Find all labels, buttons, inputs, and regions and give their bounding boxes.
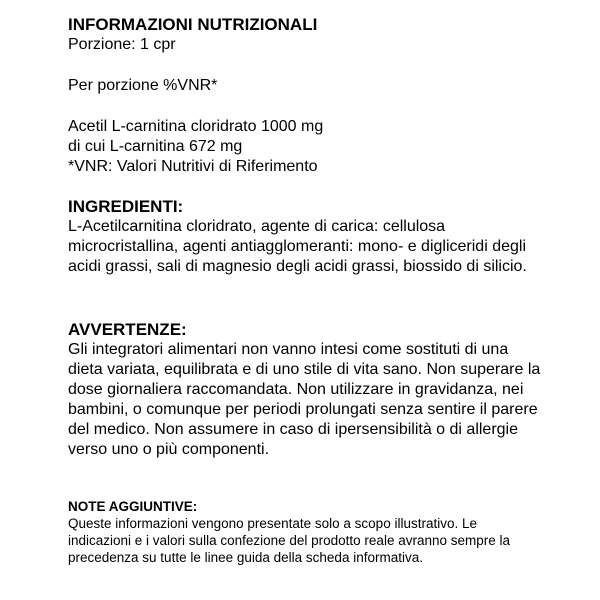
- ingredients-text: L-Acetilcarnitina cloridrato, agente di carica: cellulosa microcristallina, agenti antiagglomeranti: mono- e digliceridi degli acidi grassi, sali di magnesio degli acidi grassi, biossido di silicio.: [68, 218, 527, 275]
- per-serving-label: Per porzione %VNR*: [68, 77, 218, 94]
- warnings-text: Gli integratori alimentari non vanno intesi come sostituti di una dieta variata, equilibrata e di uno stile di vita sano. Non superare la dose giornaliera raccomandata. Non utilizzare in gravidanza, nei bambini, o comunque per periodi prolungati senza sentire il parere del medico. Non assumere in caso di ipersensibilità o di allergie verso uno o più componenti.: [68, 341, 541, 458]
- nutrient-line-acetyl-carnitine: Acetil L-carnitina cloridrato 1000 mg: [68, 118, 324, 135]
- vnr-footnote: *VNR: Valori Nutritivi di Riferimento: [68, 158, 318, 175]
- notes-title: NOTE AGGIUNTIVE:: [68, 499, 198, 514]
- notes-section: [68, 498, 538, 566]
- warnings-section: [68, 320, 543, 460]
- warnings-title: AVVERTENZE:: [68, 320, 187, 339]
- ingredients-section: [68, 197, 538, 277]
- per-serving-header: [68, 76, 217, 96]
- ingredients-title: INGREDIENTI:: [68, 197, 184, 216]
- serving-size: Porzione: 1 cpr: [68, 36, 176, 53]
- nutrient-line-carnitine: di cui L-carnitina 672 mg: [68, 138, 243, 155]
- notes-text: Queste informazioni vengono presentate solo a scopo illustrativo. Le indicazioni e i valori sulla confezione del prodotto reale avranno sempre la precedenza su tutte le linee guida della scheda informativa.: [68, 516, 511, 565]
- nutrient-list: [68, 117, 323, 177]
- nutrition-title: INFORMAZIONI NUTRIZIONALI: [68, 15, 318, 34]
- nutrition-section: [68, 15, 317, 55]
